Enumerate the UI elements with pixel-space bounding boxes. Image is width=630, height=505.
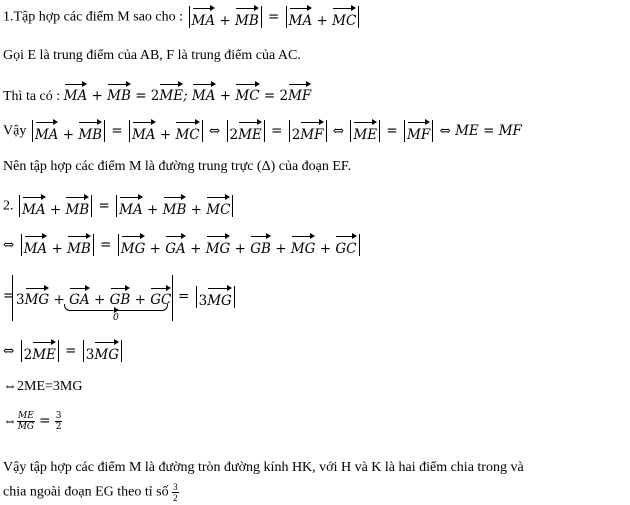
line-1-text: 1.Tập hợp các điểm M sao cho : bbox=[3, 9, 187, 25]
line-12b-text: chia ngoài đoạn EG theo tỉ số bbox=[3, 484, 169, 500]
line-10 bbox=[3, 377, 82, 397]
line-4: Vậy MA + MB = MA + MC ⇔ 2ME = 2MF ⇔ ME = MF ⇔ ME = MF bbox=[3, 120, 522, 142]
line-6: 2. MA + MB = MA + MB + MC bbox=[3, 195, 235, 217]
line-2 bbox=[3, 46, 301, 66]
line-1: 1.Tập hợp các điểm M sao cho : MA + MB = MA + MC bbox=[3, 6, 361, 28]
line-11: ⇔ $\frac{ME}{MG}$ = $\frac{3}{2}$ bbox=[3, 411, 62, 432]
ratio-fraction: $\frac{3}{2}$ bbox=[173, 482, 178, 503]
line-5 bbox=[3, 157, 351, 177]
line-12a bbox=[3, 458, 524, 478]
line-3: Thì ta có : MA + MB = 2ME; MA + MC = 2MF bbox=[3, 82, 311, 107]
line-9: ⇔ 2ME = 3MG bbox=[3, 340, 124, 362]
line-5-text: Nên tập hợp các điểm M là đường trung trực (Δ) của đoạn EF. bbox=[3, 159, 352, 174]
line-6-text: 2. bbox=[3, 198, 17, 214]
abs-expr: MA + MB bbox=[189, 6, 262, 28]
abs-expr: MA + MC bbox=[286, 6, 360, 28]
line-4-text: Vậy bbox=[3, 123, 30, 139]
line-12b bbox=[3, 482, 179, 503]
line-2-text: Gọi E là trung điểm của AB, F là trung điểm của AC. bbox=[3, 48, 301, 63]
line-7: ⇔ MA + MB = MG + GA + MG + GB + MG + GC bbox=[3, 234, 362, 256]
line-12a-text: Vậy tập hợp các điểm M là đường tròn đường kính HK, với H và K là hai điểm chia trong và bbox=[3, 460, 524, 475]
line-3-text: Thì ta có : bbox=[3, 89, 64, 104]
line-10-text: ⇔2ME=3MG bbox=[3, 379, 83, 394]
